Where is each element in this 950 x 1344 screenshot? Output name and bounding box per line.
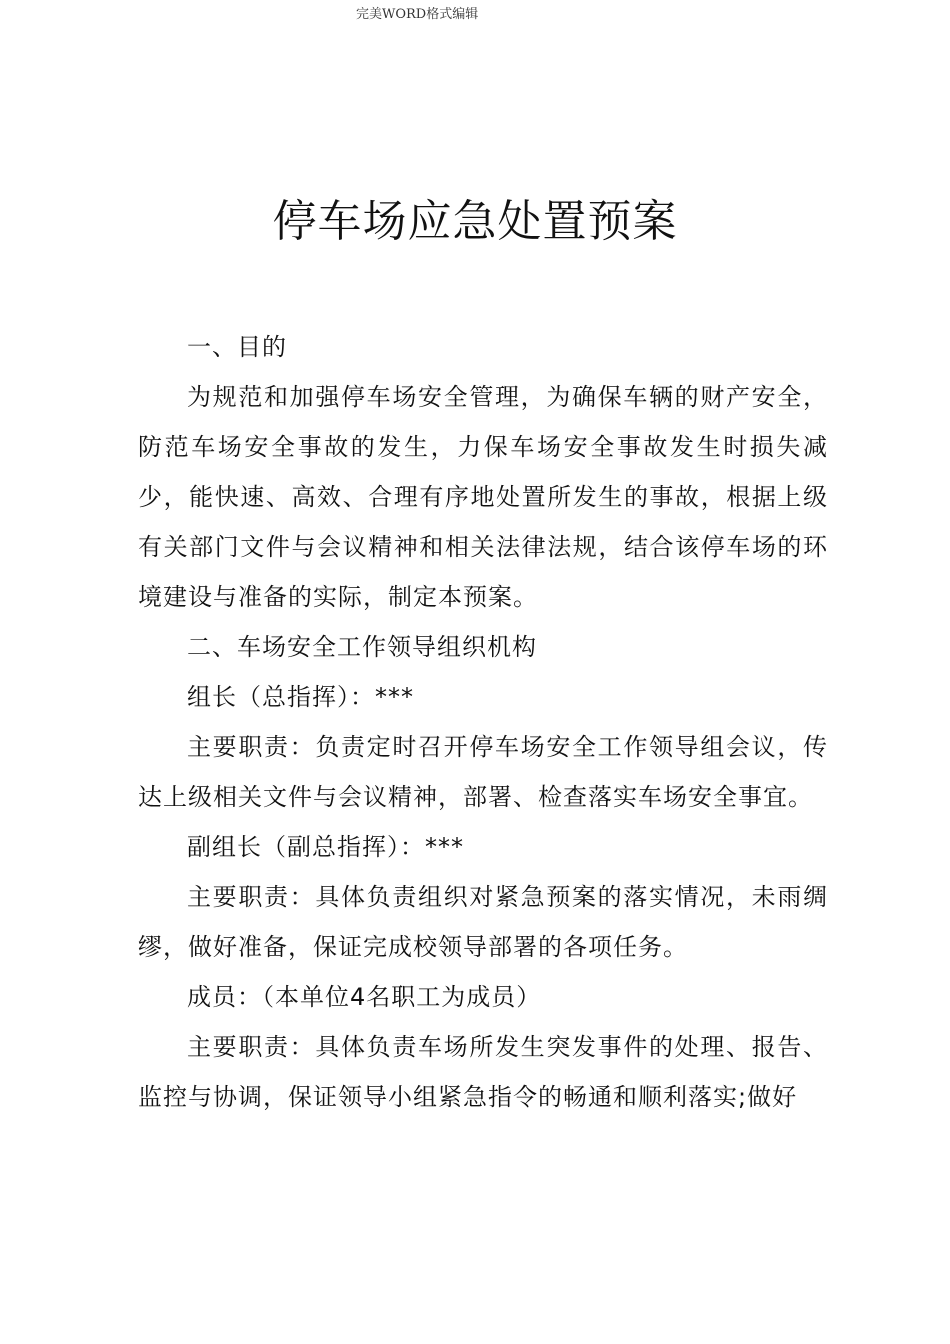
deputy-leader-line: 副组长（副总指挥）：*** [187,833,464,861]
purpose-paragraph: 为规范和加强停车场安全管理，为确保车辆的财产安全，防范车场安全事故的发生，力保车场安全事故发生时损失减少，能快速、高效、合理有序地处置所发生的事故，根据上级有关部门文件与会议精神和相关法律法规，结合该停车场的环境建设与准备的实际，制定本预案。 [138,383,828,611]
document-body [138,322,828,1122]
leader-line: 组长（总指挥）：*** [187,683,414,711]
section-heading-purpose: 一、目的 [187,333,287,361]
document-title: 停车场应急处置预案 [272,196,678,247]
deputy-duties-paragraph: 主要职责：具体负责组织对紧急预案的落实情况，未雨绸缪，做好准备，保证完成校领导部署的各项任务。 [138,883,828,961]
members-duties-paragraph: 主要职责：具体负责车场所发生突发事件的处理、报告、监控与协调，保证领导小组紧急指令的畅通和顺利落实;做好 [138,1033,828,1111]
section-heading-organization: 二、车场安全工作领导组织机构 [187,633,537,661]
leader-duties-paragraph: 主要职责：负责定时召开停车场安全工作领导组会议，传达上级相关文件与会议精神，部署、检查落实车场安全事宜。 [138,733,828,811]
members-line: 成员：（本单位4名职工为成员） [187,983,542,1011]
header-note: 完美WORD格式编辑 [356,7,479,22]
